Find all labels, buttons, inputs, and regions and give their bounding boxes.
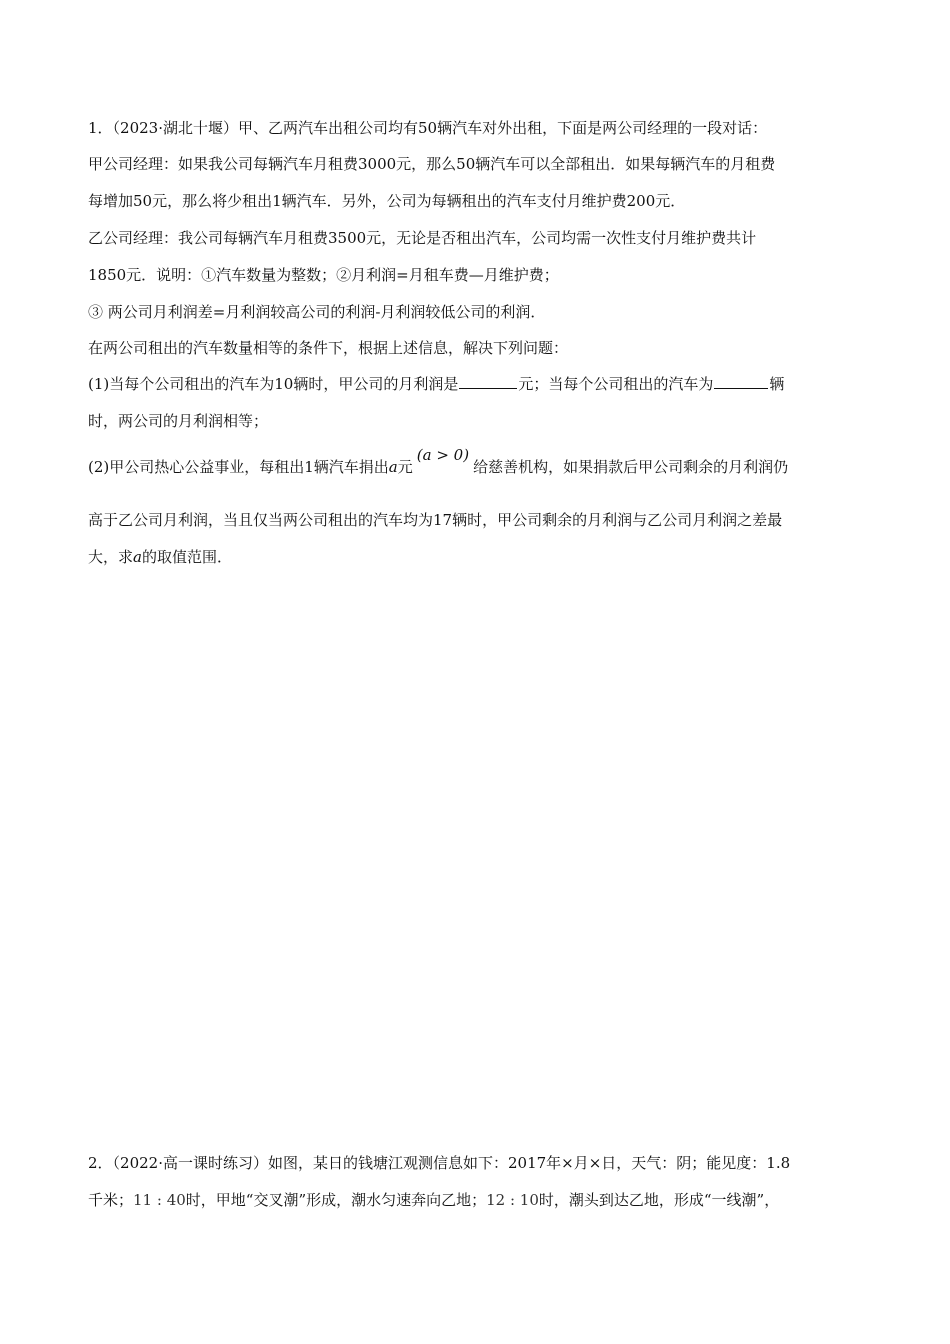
q1-part2-text-c: 给慈善机构，如果捐款后甲公司剩余的月利润仍 [473, 458, 789, 476]
q2-text-a: 千米； [88, 1191, 134, 1209]
q1-part1-text-c: 辆 [769, 375, 785, 393]
q1-part1-text-b: 元；当每个公司租出的汽车为 [518, 375, 714, 393]
q1-part2-text-e: 的取值范围． [141, 548, 232, 566]
q1-part2-text-b: 元 [397, 458, 413, 476]
time-1140: 11 : 40 [133, 1191, 186, 1209]
q1-part1-line-2: 时，两公司的月利润相等； [88, 412, 269, 430]
q1-part2-text-d: 大，求 [88, 548, 134, 566]
q1-part2-line-2: 高于乙公司月利润，当且仅当两公司租出的汽车均为17辆时，甲公司剩余的月利润与乙公司月利润之差最 [88, 511, 783, 529]
q1-line-1: 1．（2023·湖北十堰）甲、乙两汽车出租公司均有50辆汽车对外出租，下面是两公司经理的一段对话： [88, 119, 768, 137]
answer-blank-2[interactable] [714, 374, 768, 389]
answer-blank-1[interactable] [459, 374, 517, 389]
q2-line-2 [88, 1190, 779, 1210]
variable-a-2: a [133, 548, 142, 566]
q1-part1-text-a: (1)当每个公司租出的汽车为10辆时，甲公司的月利润是 [88, 375, 459, 393]
q1-line-3: 每增加50元，那么将少租出1辆汽车．另外，公司为每辆租出的汽车支付月维护费200元． [88, 192, 686, 210]
variable-a: a [388, 458, 398, 476]
q2-line-1: 2．（2022·高一课时练习）如图，某日的钱塘江观测信息如下：2017年×月×日，天气：阴；能见度：1.8 [88, 1154, 791, 1172]
q1-line-6: ③ 两公司月利润差=月利润较高公司的利润-月利润较低公司的利润． [88, 303, 546, 321]
q1-line-5: 1850元．说明：①汽车数量为整数；②月利润=月租车费—月维护费； [88, 266, 559, 284]
q1-line-4: 乙公司经理：我公司每辆汽车月租费3500元，无论是否租出汽车，公司均需一次性支付月维护费共计 [88, 229, 757, 247]
q1-line-7: 在两公司租出的汽车数量相等的条件下，根据上述信息，解决下列问题： [88, 339, 569, 357]
condition-a-positive: (a > 0) [416, 446, 470, 464]
q1-part2-text-a: (2)甲公司热心公益事业，每租出1辆汽车捐出 [88, 458, 389, 476]
q2-text-b: 时，甲地“交叉潮”形成，潮水匀速奔向乙地； [185, 1191, 487, 1209]
q2-text-c: 时，潮头到达乙地，形成“一线潮”， [538, 1191, 780, 1209]
q1-part1-line [88, 374, 784, 394]
q1-part2-line [88, 446, 789, 477]
q1-line-2: 甲公司经理：如果我公司每辆汽车月租费3000元，那么50辆汽车可以全部租出．如果每辆汽车的月租费 [88, 155, 776, 173]
q1-part2-line-3 [88, 547, 232, 567]
time-1210: 12 : 10 [486, 1191, 539, 1209]
